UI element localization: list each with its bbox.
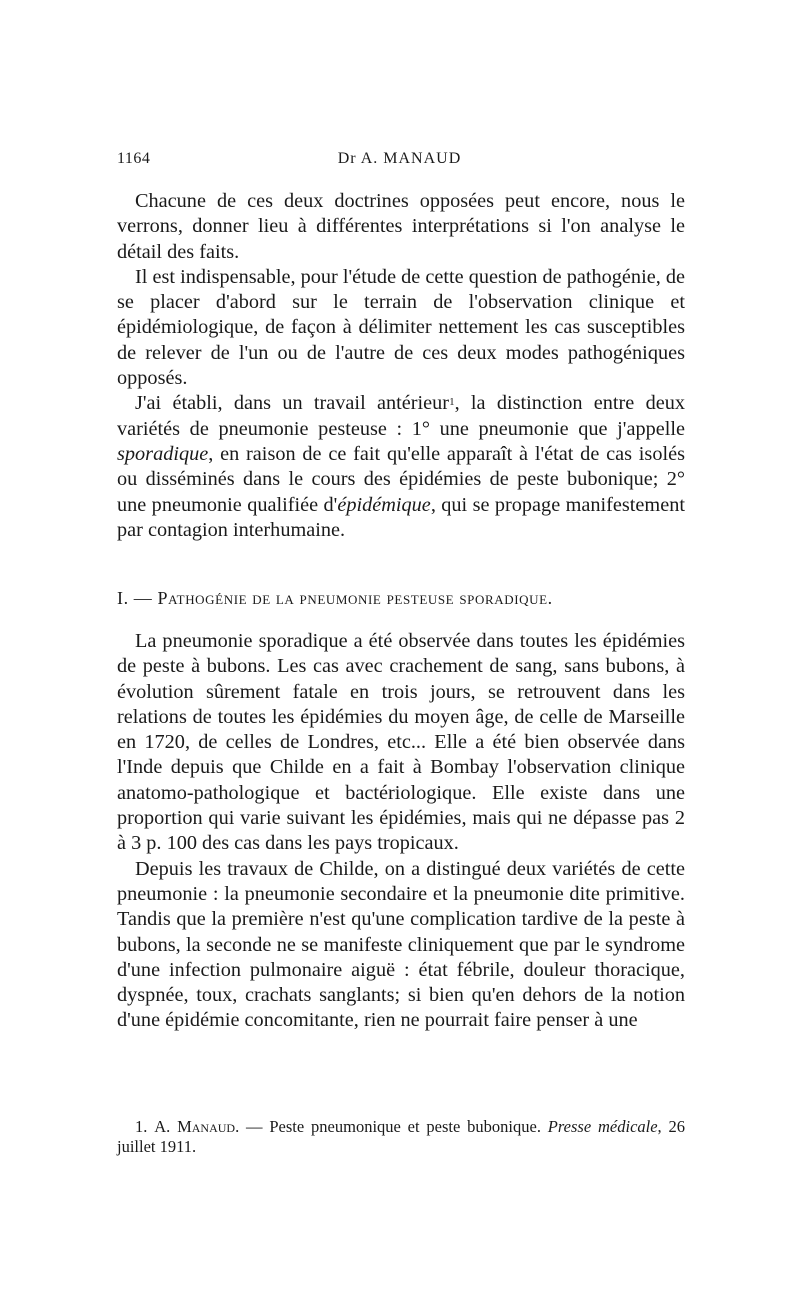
section-text <box>117 629 685 1034</box>
paragraph: La pneumonie sporadique a été observée dans toutes les épidémies de peste à bubons. Les cas avec crachement de sang, sans bubons, à évolution sûrement fatale en trois jours, se retrouvent dans les relations de toutes les épidémies du moyen âge, de celle de Marseille en 1720, de celles de Londres, etc... Elle a été bien observée dans l'Inde depuis que Childe en a fait à Bombay l'observation clinique anatomo-pathologique et bactériologique. Elle existe dans une proportion qui varie suivant les épidémies, mais qui ne dépasse pas 2 à 3 p. 100 des cas dans les pays tropicaux. <box>117 630 685 855</box>
paragraph: Depuis les travaux de Childe, on a distingué deux variétés de cette pneumonie : la pneumonie secondaire et la pneumonie dite primitive. Tandis que la première n'est qu'une complication tardive de la peste à bubons, la seconde ne se manifeste cliniquement que par le syndrome d'une infection pulmonaire aiguë : état fébrile, douleur thoracique, dyspnée, toux, crachats sanglants; si bien qu'en dehors de la notion d'une épidémie concomitante, rien ne pourrait faire penser à une <box>117 857 685 1032</box>
paragraph: Il est indispensable, pour l'étude de cette question de pathogénie, de se placer d'abord sur le terrain de l'observation clinique et épidémiologique, de façon à délimiter nettement les cas susceptibles de relever de l'un ou de l'autre de ces deux modes pathogéniques opposés. <box>117 265 685 390</box>
footnote: 1. A. Manaud. — Peste pneumonique et peste bubonique. Presse médicale, 26 juillet 1911. <box>117 1117 686 1156</box>
footnote-reference: 1 <box>449 396 455 409</box>
section-title: Pathogénie de la pneumonie pesteuse sporadique. <box>157 588 553 608</box>
running-head <box>117 150 682 174</box>
paragraph-distinction: J'ai établi, dans un travail antérieur$^1$, la distinction entre deux variétés de pneumonie pesteuse : 1° une pneumonie que j'appelle sporadique, en raison de ce fait qu'elle apparaît à l'état de cas isolés ou disséminés dans le cours des épidémies de peste bubonique; 2° une pneumonie qualifiée d'épidémique, qui se propage manifestement par contagion interhumaine. <box>117 392 685 541</box>
footnote-journal: Presse médicale <box>547 1117 658 1136</box>
term-sporadique: sporadique <box>117 442 209 465</box>
running-head-author: Dr A. MANAUD <box>337 150 462 167</box>
footnote-number: 1. <box>135 1117 155 1136</box>
section-number: I. — <box>117 588 158 608</box>
term-epidemique: épidémique <box>337 493 431 516</box>
section-heading <box>117 588 685 609</box>
paragraph: Chacune de ces deux doctrines opposées peut encore, nous le verrons, donner lieu à différentes interprétations si l'on analyse le détail des faits. <box>117 190 685 263</box>
footnote-author: A. Manaud. <box>154 1117 240 1136</box>
intro-text <box>117 189 685 543</box>
page-number: 1164 <box>117 150 151 167</box>
